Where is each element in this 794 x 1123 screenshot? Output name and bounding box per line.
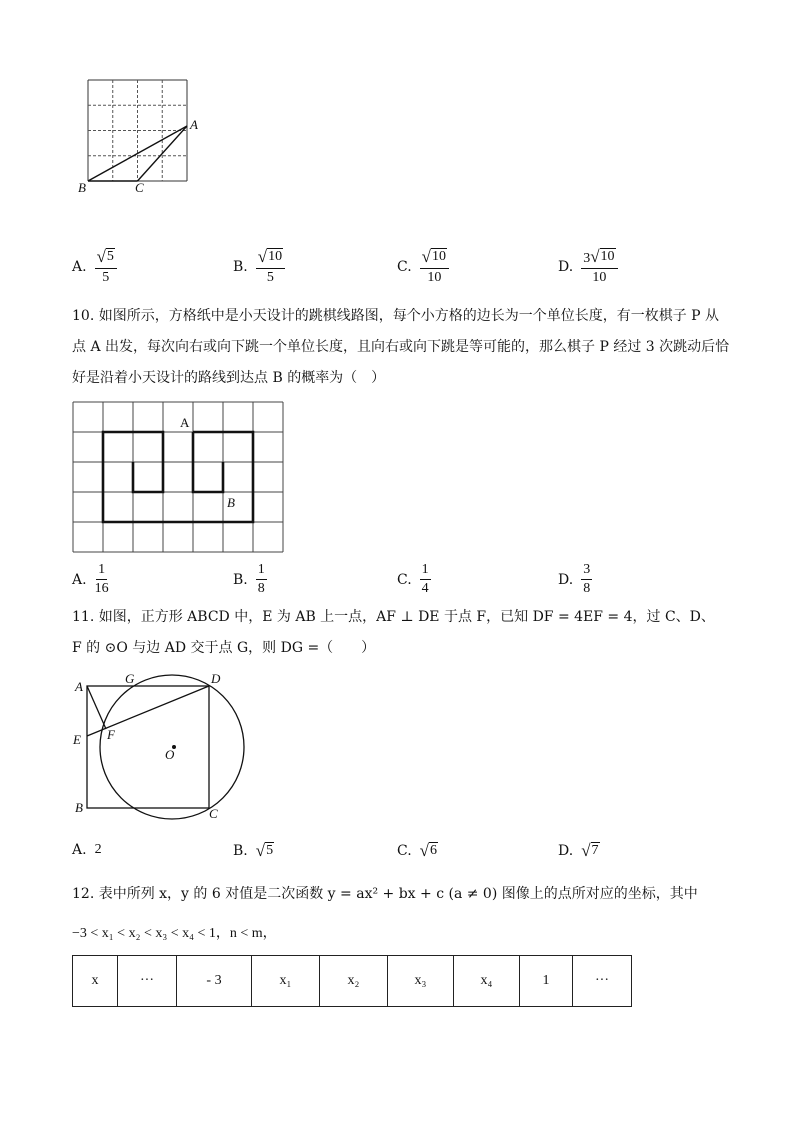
q10-text-line3: 好是沿着小天设计的路线到达点 B 的概率为（ ） xyxy=(72,370,386,386)
table-cell: x₄ xyxy=(454,956,520,1007)
table-cell: ··· xyxy=(573,956,632,1007)
q11-label-b: B xyxy=(75,800,83,815)
q10-option-d[interactable]: D. $\frac{3}{8}$ xyxy=(558,562,591,596)
q9-a-num: 5 xyxy=(106,249,114,264)
q10-option-a[interactable]: A. $\frac{1}{16}$ xyxy=(72,562,109,596)
table-cell: ··· xyxy=(118,956,177,1007)
q12-text-line1: 12. 表中所列 x，y 的 6 对值是二次函数 y = ax² + bx + c (a ≠ 0) 图像上的点所对应的坐标，其中 xyxy=(72,886,698,902)
q11-text-line1: 11. 如图，正方形 ABCD 中，E 为 AB 上一点，AF ⊥ DE 于点 F，已知 DF = 4EF = 4，过 C、D、 xyxy=(72,609,715,625)
q11-label-f: F xyxy=(107,727,115,742)
table-cell: x₃ xyxy=(388,956,454,1007)
q11-option-b[interactable]: B. √ 5 xyxy=(233,841,274,860)
q9-label-c: C xyxy=(135,180,144,195)
q10-label-b: B xyxy=(227,495,235,510)
q11-label-e: E xyxy=(73,732,81,747)
q9-option-c[interactable]: C. √ 10 10 xyxy=(397,248,449,286)
q9-option-a[interactable]: A. √ 5 5 xyxy=(72,248,117,286)
q9-b-den: 5 xyxy=(266,270,274,285)
q11-option-d[interactable]: D. √ 7 xyxy=(558,841,599,860)
q9-d-den: 10 xyxy=(592,270,607,285)
q10-option-b[interactable]: B. $\frac{1}{8}$ xyxy=(233,562,265,596)
q9-label-a: A xyxy=(190,117,198,132)
q10-option-c[interactable]: C. $\frac{1}{4}$ xyxy=(397,562,429,596)
q9-grid-figure xyxy=(70,70,220,200)
q11-b-value: 5 xyxy=(266,843,274,858)
q11-label-c: C xyxy=(209,806,218,821)
q11-a-value: 2 xyxy=(94,842,102,857)
q12-value-table xyxy=(72,955,632,1007)
q9-option-b[interactable]: B. √ 10 5 xyxy=(233,248,285,286)
q9-option-d[interactable]: D. 3 √ 10 10 xyxy=(558,248,618,286)
q11-option-a[interactable]: A. 2 xyxy=(72,842,102,858)
table-row xyxy=(73,956,632,1007)
table-cell: x xyxy=(73,956,118,1007)
q12-text-line2: −3 < x₁ < x₂ < x₃ < x₄ < 1，n < m， xyxy=(72,926,277,941)
q11-label-d: D xyxy=(211,671,221,686)
q10-text-line2: 点 A 出发，每次向右或向下跳一个单位长度，且向右或向下跳是等可能的，那么棋子 P 经过 3 次跳动后恰 xyxy=(72,339,730,355)
q10-text-line1: 10. 如图所示，方格纸中是小天设计的跳棋线路图，每个小方格的边长为一个单位长度，有一枚棋子 P 从 xyxy=(72,308,720,324)
q9-d-coef: 3 xyxy=(583,251,591,266)
q11-label-o: O xyxy=(165,747,175,762)
q11-label-g: G xyxy=(125,671,135,686)
q11-circle-figure xyxy=(70,670,255,825)
q9-c-num: 10 xyxy=(432,249,447,264)
q9-a-den: 5 xyxy=(102,270,110,285)
q9-label-b: B xyxy=(78,180,86,195)
q9-d-num: 10 xyxy=(600,249,615,264)
q9-c-den: 10 xyxy=(427,270,442,285)
q11-option-c[interactable]: C. √ 6 xyxy=(397,841,438,860)
table-cell: x₂ xyxy=(320,956,388,1007)
q9-b-num: 10 xyxy=(268,249,283,264)
table-cell: x₁ xyxy=(252,956,320,1007)
table-cell: 1 xyxy=(520,956,573,1007)
q11-label-a: A xyxy=(75,679,83,694)
q10-label-a: A xyxy=(180,415,190,430)
q11-c-value: 6 xyxy=(430,843,438,858)
table-cell: - 3 xyxy=(177,956,252,1007)
q11-text-line2: F 的 ⊙O 与边 AD 交于点 G，则 DG =（ ） xyxy=(72,640,376,656)
q11-d-value: 7 xyxy=(591,843,599,858)
